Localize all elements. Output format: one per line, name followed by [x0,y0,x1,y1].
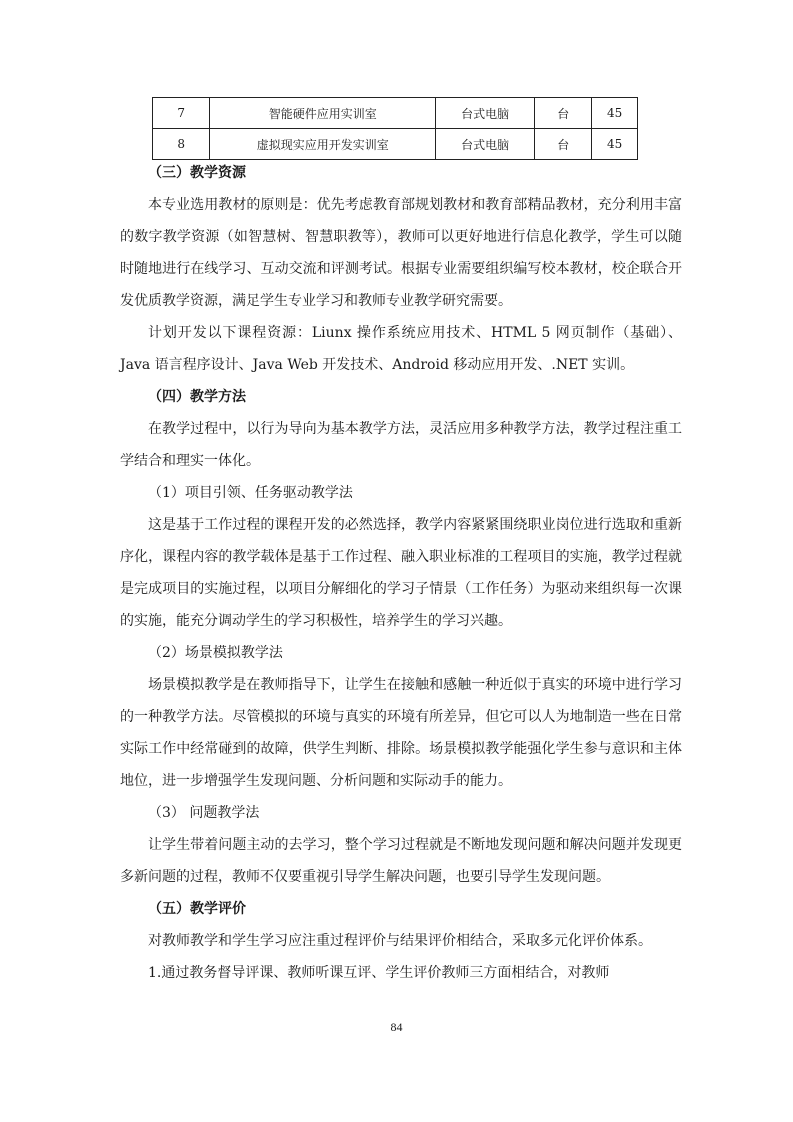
section-heading-evaluation: （五）教学评价 [148,901,246,917]
method-2-text: 场景模拟教学是在教师指导下，让学生在接触和感触一种近似于真实的环境中进行学习的一种教学方法。尽管模拟的环境与真实的环境有所差异，但它可以人为地制造一些在日常实际工作中经常碰到的故障，供学生判断、排除。场景模拟教学能强化学生参与意识和主体地位，进一步增强学生发现问题、分析问题和实际动手的能力。 [120,677,682,789]
method-1-text: 这是基于工作过程的课程开发的必然选择，教学内容紧紧围绕职业岗位进行选取和重新序化，课程内容的教学载体是基于工作过程、融入职业标准的工程项目的实施，教学过程就是完成项目的实施过程，以项目分解细化的学习子情景（工作任务）为驱动来组织每一次课的实施，能充分调动学生的学习积极性，培养学生的学习兴趣。 [120,517,682,629]
row-number: 8 [153,129,210,160]
page-number: 84 [390,1020,403,1034]
room-name: 智能硬件应用实训室 [210,98,436,129]
device-name: 台式电脑 [436,129,535,160]
device-name: 台式电脑 [436,98,535,129]
unit: 台 [535,129,592,160]
body-text [120,157,682,989]
method-3-text: 让学生带着问题主动的去学习，整个学习过程就是不断地发现问题和解决问题并发现更多新问题的过程，教师不仅要重视引导学生解决问题，也要引导学生发现问题。 [120,837,682,885]
quantity: 45 [592,98,638,129]
equipment-table [152,97,638,160]
resources-paragraph-2: 计划开发以下课程资源：Liunx 操作系统应用技术、HTML 5 网页制作（基础）、Java 语言程序设计、Java Web 开发技术、Android 移动应用开发、.NET 实训。 [120,325,682,373]
section-heading-resources: （三）教学资源 [148,165,246,181]
methods-paragraph-1: 在教学过程中，以行为导向为基本教学方法，灵活应用多种教学方法，教学过程注重工学结合和理实一体化。 [120,421,682,469]
unit: 台 [535,98,592,129]
method-3-title: （3） 问题教学法 [148,805,260,821]
evaluation-paragraph-2: 1.通过教务督导评课、教师听课互评、学生评价教师三方面相结合，对教师 [148,965,610,981]
evaluation-paragraph-1: 对教师教学和学生学习应注重过程评价与结果评价相结合，采取多元化评价体系。 [148,933,652,949]
quantity: 45 [592,129,638,160]
room-name: 虚拟现实应用开发实训室 [210,129,436,160]
section-heading-methods: （四）教学方法 [148,389,246,405]
table-row [153,129,638,160]
row-number: 7 [153,98,210,129]
method-1-title: （1）项目引领、任务驱动教学法 [148,485,353,501]
table-row [153,98,638,129]
method-2-title: （2）场景模拟教学法 [148,645,283,661]
resources-paragraph-1: 本专业选用教材的原则是：优先考虑教育部规划教材和教育部精品教材，充分利用丰富的数字教学资源（如智慧树、智慧职教等），教师可以更好地进行信息化教学，学生可以随时随地进行在线学习、互动交流和评测考试。根据专业需要组织编写校本教材，校企联合开发优质教学资源，满足学生专业学习和教师专业教学研究需要。 [120,197,682,309]
